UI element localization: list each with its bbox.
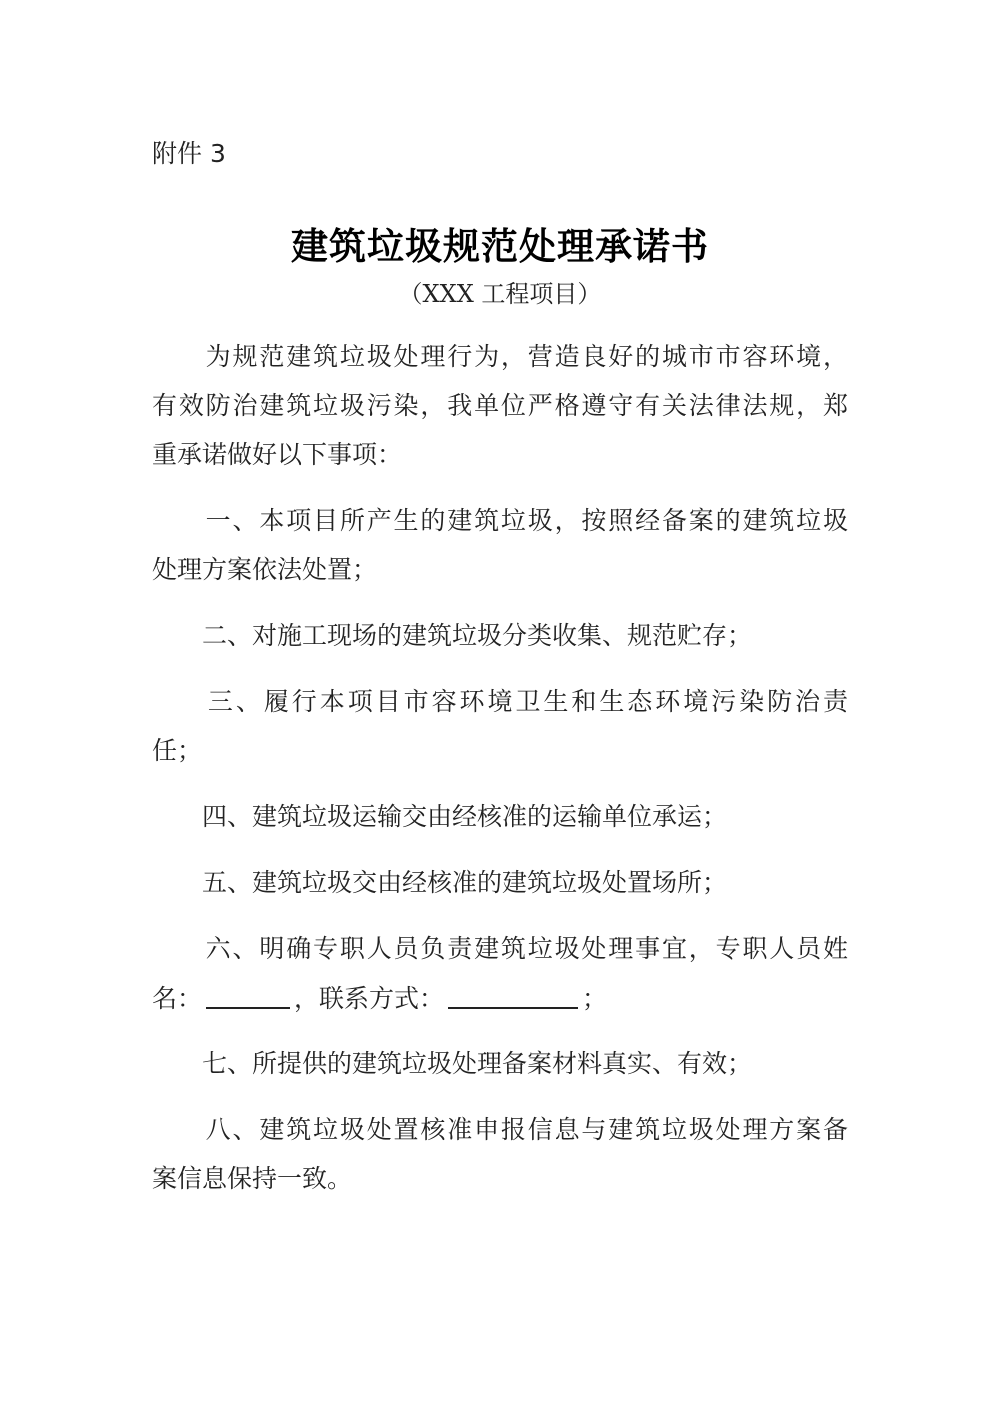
text-line: 八、建筑垃圾处置核准申报信息与建筑垃圾处理方案备 bbox=[152, 1115, 848, 1144]
document-body bbox=[152, 336, 848, 1224]
commitment-item-1 bbox=[152, 500, 848, 598]
text-line: 四、建筑垃圾运输交由经核准的运输单位承运； bbox=[152, 802, 728, 831]
commitment-item-7 bbox=[152, 1043, 848, 1092]
text-line: 五、建筑垃圾交由经核准的建筑垃圾处置场所； bbox=[152, 868, 728, 897]
text-line: 七、所提供的建筑垃圾处理备案材料真实、有效； bbox=[152, 1049, 753, 1078]
commitment-item-5 bbox=[152, 862, 848, 911]
contact-label: ，联系方式： bbox=[294, 984, 445, 1013]
intro-paragraph bbox=[152, 336, 848, 483]
text-line: 重承诺做好以下事项： bbox=[152, 440, 403, 469]
text-line: 二、对施工现场的建筑垃圾分类收集、规范贮存； bbox=[152, 621, 753, 650]
text-line: 任； bbox=[152, 736, 203, 765]
commitment-item-4 bbox=[152, 796, 848, 845]
commitment-item-8 bbox=[152, 1109, 848, 1207]
document-title: 建筑垃圾规范处理承诺书 bbox=[291, 225, 709, 268]
commitment-item-3 bbox=[152, 681, 848, 779]
text-line: 六、明确专职人员负责建筑垃圾处理事宜，专职人员姓 bbox=[152, 934, 848, 963]
commitment-item-2 bbox=[152, 615, 848, 664]
text-line: 案信息保持一致。 bbox=[152, 1164, 353, 1193]
contact-blank-field[interactable] bbox=[448, 977, 578, 1009]
text-line: 一、本项目所产生的建筑垃圾，按照经备案的建筑垃圾 bbox=[152, 506, 848, 535]
text-line: 三、履行本项目市容环境卫生和生态环境污染防治责 bbox=[152, 687, 848, 716]
attachment-label: 附件 3 bbox=[152, 139, 226, 168]
text-line: 处理方案依法处置； bbox=[152, 555, 378, 584]
name-label: 名： bbox=[152, 984, 203, 1013]
line-end: ； bbox=[582, 984, 608, 1013]
document-subtitle: （XXX 工程项目） bbox=[398, 280, 602, 308]
text-line: 为规范建筑垃圾处理行为，营造良好的城市市容环境， bbox=[152, 342, 848, 371]
name-blank-field[interactable] bbox=[206, 977, 290, 1009]
text-line: 有效防治建筑垃圾污染，我单位严格遵守有关法律法规，郑 bbox=[152, 391, 848, 420]
contact-form-line bbox=[152, 977, 848, 1026]
commitment-item-6 bbox=[152, 928, 848, 1026]
